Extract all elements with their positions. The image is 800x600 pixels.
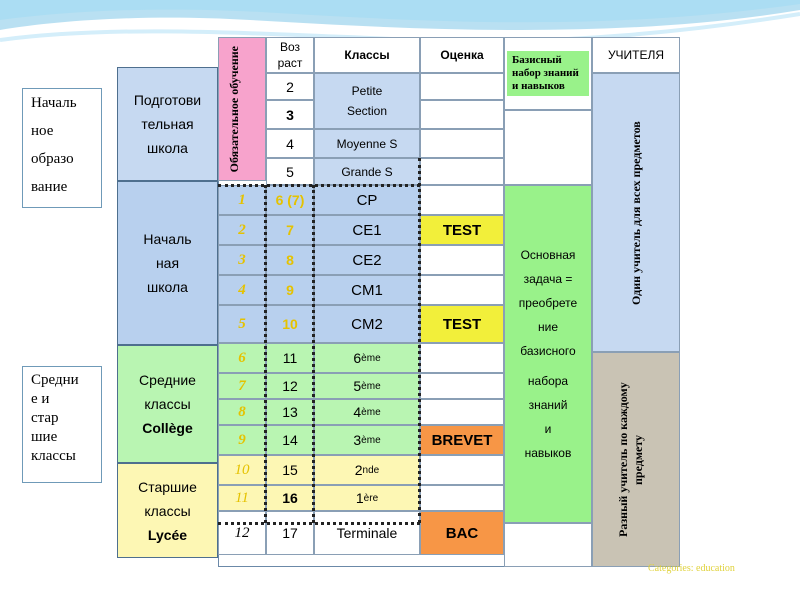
grade-empty [420, 100, 504, 129]
year-cell: 3 [218, 245, 266, 275]
level-label: 3 [353, 432, 362, 448]
grade-cell [420, 245, 504, 275]
dotted-line [312, 185, 315, 523]
level-label: CM1 [351, 281, 383, 299]
grade-cell [420, 343, 504, 373]
grade-cell: BAC [420, 511, 504, 555]
grade-cell [420, 185, 504, 215]
teacher-many: Разный учитель по каждому предмету [592, 352, 680, 567]
age-cell: 9 [266, 275, 314, 305]
year-cell: 2 [218, 215, 266, 245]
level-cell [314, 185, 420, 215]
header-teacher: УЧИТЕЛЯ [592, 37, 680, 73]
age-cell: 3 [266, 100, 314, 129]
age-cell: 17 [266, 511, 314, 555]
age-cell: 11 [266, 343, 314, 373]
year-cell: 9 [218, 425, 266, 455]
level-cell [314, 399, 420, 425]
age-cell: 13 [266, 399, 314, 425]
side-label-primary: Началь ное образо вание [22, 88, 102, 208]
age-cell: 4 [266, 129, 314, 158]
header-age: Воз раст [266, 37, 314, 73]
level-petite-section: Petite Section [314, 73, 420, 129]
level-label: 1 [355, 490, 364, 506]
dotted-line [264, 185, 267, 523]
dotted-line [218, 184, 420, 187]
age-cell: 15 [266, 455, 314, 485]
year-cell: 7 [218, 373, 266, 399]
side-label-secondary: Средни е и стар шие классы [22, 366, 102, 483]
level-suffix: ème [361, 406, 381, 418]
stage-elementary: Началь ная школа [117, 181, 218, 345]
level-suffix: ère [363, 492, 379, 504]
grade-cell [420, 373, 504, 399]
header-mandatory: Обязательное обучение [218, 37, 266, 181]
grade-empty [420, 129, 504, 158]
level-cell [314, 455, 420, 485]
level-cell [314, 373, 420, 399]
age-cell: 2 [266, 73, 314, 100]
level-label: CE1 [352, 221, 382, 239]
grade-cell [420, 275, 504, 305]
level-suffix: ème [361, 434, 381, 446]
dotted-line [218, 522, 420, 525]
grade-empty [420, 73, 504, 100]
stage-college: Средние классы Collège [117, 345, 218, 463]
grade-cell [420, 485, 504, 511]
level-suffix: ème [361, 380, 381, 392]
level-cell [314, 215, 420, 245]
teacher-one: Один учитель для всех предметов [592, 73, 680, 352]
year-cell: 10 [218, 455, 266, 485]
main-task: Основная задача = преобрете ние базисного набора знаний и навыков [504, 185, 592, 523]
level-grande: Grande S [314, 158, 420, 185]
basic-empty [504, 110, 592, 185]
age-cell: 8 [266, 245, 314, 275]
level-cell [314, 305, 420, 343]
level-label: CM2 [351, 315, 383, 333]
header-classes: Классы [314, 37, 420, 73]
age-cell: 5 [266, 158, 314, 185]
grade-cell [420, 455, 504, 485]
level-label: CP [356, 191, 378, 209]
stage-lycee: Старшие классы Lycée [117, 463, 218, 558]
stage-preschool: Подготови тельная школа [117, 67, 218, 181]
level-label: CE2 [352, 251, 382, 269]
grade-cell: BREVET [420, 425, 504, 455]
age-cell: 10 [266, 305, 314, 343]
dotted-line [418, 158, 421, 523]
level-label: 6 [353, 350, 362, 366]
year-cell: 5 [218, 305, 266, 343]
grade-cell: TEST [420, 215, 504, 245]
year-cell: 11 [218, 485, 266, 511]
level-cell [314, 343, 420, 373]
level-suffix: ème [361, 352, 381, 364]
level-suffix: nde [362, 464, 380, 476]
grade-cell: TEST [420, 305, 504, 343]
header-basic-set: Базисный набор знаний и навыков [504, 37, 592, 110]
level-cell [314, 275, 420, 305]
year-cell: 6 [218, 343, 266, 373]
year-cell: 4 [218, 275, 266, 305]
level-cell [314, 485, 420, 511]
watermark: Categories: education [648, 563, 735, 574]
year-cell: 1 [218, 185, 266, 215]
age-cell: 6 (7) [266, 185, 314, 215]
header-grade: Оценка [420, 37, 504, 73]
level-label: 4 [353, 404, 362, 420]
level-cell [314, 511, 420, 555]
level-cell [314, 425, 420, 455]
grade-empty [420, 158, 504, 185]
basic-empty-bottom [504, 523, 592, 567]
level-moyenne: Moyenne S [314, 129, 420, 158]
year-cell: 12 [218, 511, 266, 555]
level-label: 2 [354, 462, 363, 478]
age-cell: 12 [266, 373, 314, 399]
year-cell: 8 [218, 399, 266, 425]
age-cell: 7 [266, 215, 314, 245]
level-label: Terminale [336, 525, 398, 541]
level-cell [314, 245, 420, 275]
grade-cell [420, 399, 504, 425]
age-cell: 14 [266, 425, 314, 455]
level-label: 5 [353, 378, 362, 394]
age-cell: 16 [266, 485, 314, 511]
